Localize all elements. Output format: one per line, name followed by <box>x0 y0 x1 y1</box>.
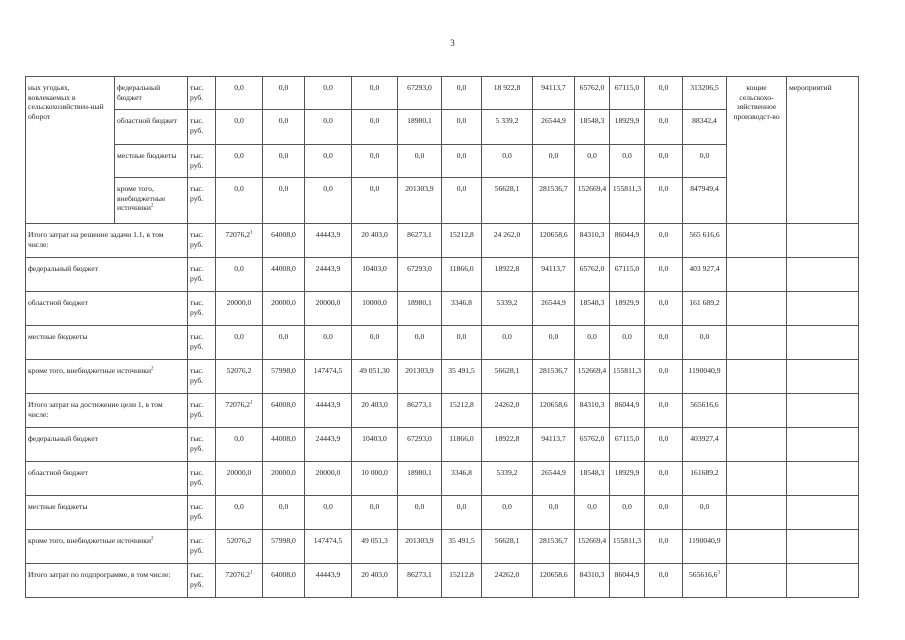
value-cell: 403927,4 <box>683 428 727 462</box>
value-cell: 0,0 <box>442 110 482 145</box>
unit-cell: тыс. руб. <box>188 564 216 598</box>
value-cell: 44443,9 <box>305 564 352 598</box>
value-cell: 20000,0 <box>263 462 305 496</box>
value-cell: 0,0 <box>352 178 398 224</box>
value-cell: 56628,1 <box>482 360 533 394</box>
table-row <box>26 428 859 462</box>
unit-cell: тыс. руб. <box>188 394 216 428</box>
unit-cell: тыс. руб. <box>188 428 216 462</box>
value-cell: 86044,9 <box>610 224 645 258</box>
table-row <box>26 530 859 564</box>
value-cell: 201303,9 <box>398 530 442 564</box>
value-cell: 0,0 <box>683 145 727 178</box>
unit-cell: тыс. руб. <box>188 326 216 360</box>
value-cell: 0,0 <box>645 462 683 496</box>
value-cell: 15212,8 <box>442 564 482 598</box>
table-row <box>26 77 859 110</box>
value-cell: 20000,0 <box>216 292 263 326</box>
value-cell: 201303,9 <box>398 178 442 224</box>
value-cell: 10403,0 <box>352 258 398 292</box>
value-cell: 0,0 <box>305 145 352 178</box>
value-cell: 120658,6 <box>533 394 575 428</box>
value-cell: 281536,7 <box>533 178 575 224</box>
value-cell: 152669,4 <box>575 178 610 224</box>
value-cell: 67293,0 <box>398 428 442 462</box>
value-cell: 0,0 <box>442 326 482 360</box>
value-cell: 0,0 <box>683 496 727 530</box>
value-cell: 0,0 <box>442 77 482 110</box>
value-cell: 0,0 <box>305 77 352 110</box>
empty-cell <box>787 360 859 394</box>
value-cell: 26544,9 <box>533 292 575 326</box>
unit-cell: тыс. руб. <box>188 530 216 564</box>
value-cell: 20 403,0 <box>352 394 398 428</box>
value-cell: 0,0 <box>645 326 683 360</box>
unit-cell: тыс. руб. <box>188 178 216 224</box>
value-cell: 44443,9 <box>305 394 352 428</box>
value-cell: 0,0 <box>216 326 263 360</box>
value-cell: 147474,5 <box>305 530 352 564</box>
value-cell: 3346,8 <box>442 462 482 496</box>
value-cell: 0,0 <box>610 496 645 530</box>
value-cell: 67293,0 <box>398 258 442 292</box>
value-cell: 281536,7 <box>533 360 575 394</box>
value-cell: 10 000,0 <box>352 462 398 496</box>
value-cell: 0,0 <box>645 110 683 145</box>
value-cell: 88342,4 <box>683 110 727 145</box>
value-cell: 0,0 <box>352 77 398 110</box>
table-row <box>26 258 859 292</box>
value-cell: 152669,4 <box>575 530 610 564</box>
executor-cell: кощие сельскохо-зяйственное производст-во <box>727 77 787 224</box>
value-cell: 94113,7 <box>533 258 575 292</box>
value-cell: 56628,1 <box>482 530 533 564</box>
value-cell: 18980,1 <box>398 292 442 326</box>
value-cell: 403 927,4 <box>683 258 727 292</box>
row-label: Итого затрат на решение задачи 1.1, в том числе: <box>26 224 188 258</box>
empty-cell <box>727 326 787 360</box>
value-cell: 3346,8 <box>442 292 482 326</box>
value-cell: 0,0 <box>645 394 683 428</box>
value-cell: 0,0 <box>482 496 533 530</box>
value-cell: 155811,3 <box>610 530 645 564</box>
value-cell: 67115,0 <box>610 77 645 110</box>
value-cell: 0,0 <box>398 496 442 530</box>
value-cell: 72076,2$^1$ <box>216 224 263 258</box>
value-cell: 56628,1 <box>482 178 533 224</box>
value-cell: 44443,9 <box>305 224 352 258</box>
value-cell: 201303,9 <box>398 360 442 394</box>
value-cell: 0,0 <box>533 496 575 530</box>
value-cell: 0,0 <box>216 258 263 292</box>
value-cell: 10403,0 <box>352 428 398 462</box>
value-cell: 18548,3 <box>575 292 610 326</box>
value-cell: 72076,2$^1$ <box>216 394 263 428</box>
value-cell: 0,0 <box>263 496 305 530</box>
value-cell: 20 403,0 <box>352 564 398 598</box>
row-label: областной бюджет <box>26 462 188 496</box>
value-cell: 1190040,9 <box>683 360 727 394</box>
value-cell: 0,0 <box>352 110 398 145</box>
value-cell: 20000,0 <box>305 292 352 326</box>
unit-cell: тыс. руб. <box>188 110 216 145</box>
value-cell: 0,0 <box>533 326 575 360</box>
empty-cell <box>787 428 859 462</box>
funding-source: областной бюджет <box>115 110 188 145</box>
value-cell: 94113,7 <box>533 428 575 462</box>
value-cell: 161689,2 <box>683 462 727 496</box>
value-cell: 26544,9 <box>533 462 575 496</box>
value-cell: 161 689,2 <box>683 292 727 326</box>
empty-cell <box>787 258 859 292</box>
unit-cell: тыс. руб. <box>188 145 216 178</box>
value-cell: 44008,0 <box>263 258 305 292</box>
empty-cell <box>787 224 859 258</box>
value-cell: 35 491,5 <box>442 530 482 564</box>
value-cell: 0,0 <box>645 428 683 462</box>
value-cell: 10000,0 <box>352 292 398 326</box>
value-cell: 0,0 <box>305 178 352 224</box>
empty-cell <box>727 530 787 564</box>
empty-cell <box>727 258 787 292</box>
value-cell: 35 491,5 <box>442 360 482 394</box>
table-row <box>26 292 859 326</box>
empty-cell <box>727 564 787 598</box>
result-cell: мероприятий <box>787 77 859 224</box>
value-cell: 0,0 <box>533 145 575 178</box>
value-cell: 5 339,2 <box>482 110 533 145</box>
unit-cell: тыс. руб. <box>188 77 216 110</box>
empty-cell <box>787 564 859 598</box>
value-cell: 0,0 <box>398 145 442 178</box>
value-cell: 67293,0 <box>398 77 442 110</box>
unit-cell: тыс. руб. <box>188 224 216 258</box>
value-cell: 49 051,30 <box>352 360 398 394</box>
value-cell: 0,0 <box>216 178 263 224</box>
value-cell: 44008,0 <box>263 428 305 462</box>
value-cell: 57998,0 <box>263 530 305 564</box>
value-cell: 18980,1 <box>398 462 442 496</box>
value-cell: 565616,6$^3$ <box>683 564 727 598</box>
table-row <box>26 496 859 530</box>
value-cell: 0,0 <box>575 326 610 360</box>
row-label: Итого затрат по подпрограмме, в том числе: <box>26 564 188 598</box>
table-row <box>26 224 859 258</box>
value-cell: 84310,3 <box>575 224 610 258</box>
value-cell: 0,0 <box>645 145 683 178</box>
page-number: 3 <box>450 38 455 48</box>
value-cell: 565616,6 <box>683 394 727 428</box>
value-cell: 86044,9 <box>610 564 645 598</box>
value-cell: 18929,9 <box>610 462 645 496</box>
table-body <box>26 77 859 598</box>
value-cell: 20000,0 <box>305 462 352 496</box>
row-label: местные бюджеты <box>26 326 188 360</box>
value-cell: 0,0 <box>305 110 352 145</box>
value-cell: 0,0 <box>263 145 305 178</box>
value-cell: 0,0 <box>482 326 533 360</box>
unit-cell: тыс. руб. <box>188 292 216 326</box>
empty-cell <box>787 462 859 496</box>
value-cell: 281536,7 <box>533 530 575 564</box>
value-cell: 86273,1 <box>398 564 442 598</box>
value-cell: 0,0 <box>575 496 610 530</box>
value-cell: 67115,0 <box>610 258 645 292</box>
value-cell: 0,0 <box>352 145 398 178</box>
value-cell: 0,0 <box>645 530 683 564</box>
value-cell: 0,0 <box>398 326 442 360</box>
empty-cell <box>787 292 859 326</box>
table-row <box>26 326 859 360</box>
value-cell: 18548,3 <box>575 462 610 496</box>
table-row <box>26 360 859 394</box>
value-cell: 94113,7 <box>533 77 575 110</box>
value-cell: 84310,3 <box>575 394 610 428</box>
value-cell: 11866,0 <box>442 258 482 292</box>
value-cell: 86044,9 <box>610 394 645 428</box>
value-cell: 86273,1 <box>398 224 442 258</box>
value-cell: 0,0 <box>305 326 352 360</box>
empty-cell <box>727 224 787 258</box>
table-row <box>26 564 859 598</box>
value-cell: 0,0 <box>263 77 305 110</box>
value-cell: 120658,6 <box>533 564 575 598</box>
value-cell: 0,0 <box>442 178 482 224</box>
value-cell: 84310,3 <box>575 564 610 598</box>
row-label: областной бюджет <box>26 292 188 326</box>
value-cell: 847949,4 <box>683 178 727 224</box>
value-cell: 20000,0 <box>216 462 263 496</box>
value-cell: 155811,3 <box>610 360 645 394</box>
value-cell: 0,0 <box>645 496 683 530</box>
value-cell: 24443,9 <box>305 428 352 462</box>
value-cell: 20000,0 <box>263 292 305 326</box>
value-cell: 155811,3 <box>610 178 645 224</box>
value-cell: 0,0 <box>645 258 683 292</box>
empty-cell <box>787 394 859 428</box>
value-cell: 0,0 <box>263 326 305 360</box>
value-cell: 152669,4 <box>575 360 610 394</box>
value-cell: 64008,0 <box>263 224 305 258</box>
funding-source: кроме того, внебюджетные источники$^2$ <box>115 178 188 224</box>
value-cell: 0,0 <box>610 145 645 178</box>
value-cell: 0,0 <box>216 77 263 110</box>
value-cell: 313206,5 <box>683 77 727 110</box>
empty-cell <box>727 462 787 496</box>
empty-cell <box>727 292 787 326</box>
value-cell: 65762,0 <box>575 258 610 292</box>
value-cell: 0,0 <box>645 77 683 110</box>
value-cell: 0,0 <box>352 496 398 530</box>
value-cell: 0,0 <box>263 178 305 224</box>
value-cell: 24262,0 <box>482 564 533 598</box>
value-cell: 0,0 <box>305 496 352 530</box>
value-cell: 18929,9 <box>610 110 645 145</box>
value-cell: 0,0 <box>263 110 305 145</box>
row-label: местные бюджеты <box>26 496 188 530</box>
value-cell: 0,0 <box>575 145 610 178</box>
budget-table <box>25 76 859 598</box>
value-cell: 64008,0 <box>263 394 305 428</box>
value-cell: 15212,8 <box>442 224 482 258</box>
value-cell: 18922,8 <box>482 428 533 462</box>
value-cell: 0,0 <box>216 110 263 145</box>
value-cell: 5339,2 <box>482 462 533 496</box>
funding-source: местные бюджеты <box>115 145 188 178</box>
row-label: федеральный бюджет <box>26 258 188 292</box>
value-cell: 18548,3 <box>575 110 610 145</box>
funding-source: федеральный бюджет <box>115 77 188 110</box>
table-row <box>26 394 859 428</box>
value-cell: 0,0 <box>216 428 263 462</box>
empty-cell <box>787 326 859 360</box>
value-cell: 5339,2 <box>482 292 533 326</box>
value-cell: 18929,9 <box>610 292 645 326</box>
value-cell: 0,0 <box>645 178 683 224</box>
empty-cell <box>727 394 787 428</box>
value-cell: 0,0 <box>683 326 727 360</box>
value-cell: 1190040,9 <box>683 530 727 564</box>
empty-cell <box>727 360 787 394</box>
value-cell: 49 051,3 <box>352 530 398 564</box>
value-cell: 0,0 <box>352 326 398 360</box>
value-cell: 24262,0 <box>482 394 533 428</box>
empty-cell <box>787 496 859 530</box>
value-cell: 0,0 <box>442 496 482 530</box>
value-cell: 24 262,0 <box>482 224 533 258</box>
value-cell: 57998,0 <box>263 360 305 394</box>
value-cell: 0,0 <box>482 145 533 178</box>
table-row <box>26 462 859 496</box>
value-cell: 52076,2 <box>216 530 263 564</box>
value-cell: 20 403,0 <box>352 224 398 258</box>
value-cell: 18 922,8 <box>482 77 533 110</box>
row-label: кроме того, внебюджетные источники$^2$ <box>26 360 188 394</box>
value-cell: 15212,8 <box>442 394 482 428</box>
value-cell: 120658,6 <box>533 224 575 258</box>
value-cell: 86273,1 <box>398 394 442 428</box>
row-label: кроме того, внебюджетные источники$^2$ <box>26 530 188 564</box>
empty-cell <box>727 428 787 462</box>
unit-cell: тыс. руб. <box>188 258 216 292</box>
row-label: федеральный бюджет <box>26 428 188 462</box>
value-cell: 72076,2$^1$ <box>216 564 263 598</box>
value-cell: 147474,5 <box>305 360 352 394</box>
row-label: ных угодьях, вовлекаемых в сельскохозяйствен-ный оборот <box>26 77 115 224</box>
row-label: Итого затрат на достижение цели 1, в том числе: <box>26 394 188 428</box>
value-cell: 0,0 <box>216 145 263 178</box>
empty-cell <box>727 496 787 530</box>
value-cell: 26544,9 <box>533 110 575 145</box>
value-cell: 24443,9 <box>305 258 352 292</box>
value-cell: 0,0 <box>216 496 263 530</box>
value-cell: 11866,0 <box>442 428 482 462</box>
value-cell: 18922,8 <box>482 258 533 292</box>
value-cell: 0,0 <box>645 360 683 394</box>
value-cell: 0,0 <box>645 224 683 258</box>
unit-cell: тыс. руб. <box>188 360 216 394</box>
value-cell: 67115,0 <box>610 428 645 462</box>
value-cell: 65762,0 <box>575 77 610 110</box>
value-cell: 65762,0 <box>575 428 610 462</box>
value-cell: 64008,0 <box>263 564 305 598</box>
unit-cell: тыс. руб. <box>188 496 216 530</box>
value-cell: 0,0 <box>645 292 683 326</box>
empty-cell <box>787 530 859 564</box>
value-cell: 52076,2 <box>216 360 263 394</box>
value-cell: 565 616,6 <box>683 224 727 258</box>
value-cell: 18980,1 <box>398 110 442 145</box>
value-cell: 0,0 <box>610 326 645 360</box>
unit-cell: тыс. руб. <box>188 462 216 496</box>
value-cell: 0,0 <box>645 564 683 598</box>
value-cell: 0,0 <box>442 145 482 178</box>
